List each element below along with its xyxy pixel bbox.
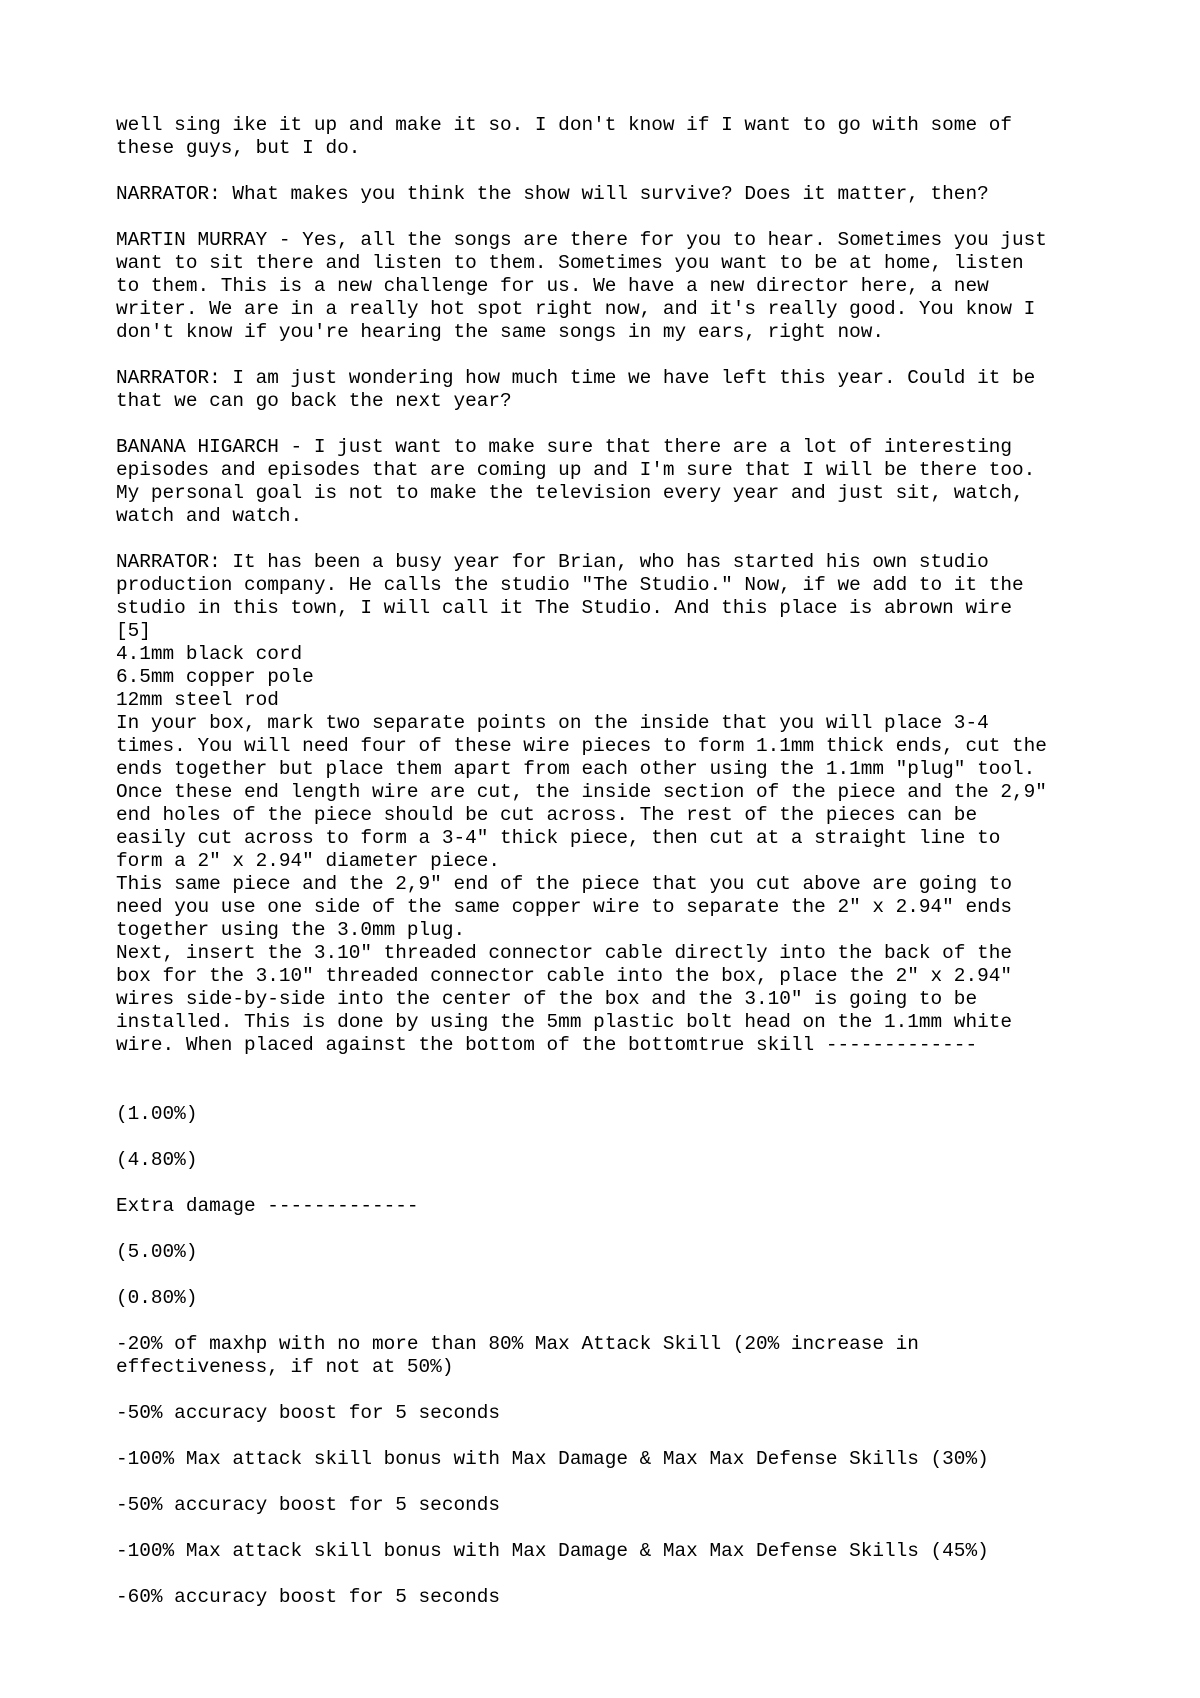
text-line: NARRATOR: I am just wondering how much time we have left this year. Could it be — [116, 367, 1036, 389]
paragraph-gap — [116, 1126, 1116, 1149]
text-line: wire. When placed against the bottom of the bottomtrue skill ------------- — [116, 1034, 978, 1056]
text-line: -60% accuracy boost for 5 seconds — [116, 1586, 500, 1608]
text-line: My personal goal is not to make the television every year and just sit, watch, — [116, 482, 1024, 504]
paragraph-narrator-2 — [116, 367, 1116, 413]
stat-heading — [116, 1195, 1116, 1218]
text-line: -20% of maxhp with no more than 80% Max Attack Skill (20% increase in — [116, 1333, 919, 1355]
stat-line — [116, 1586, 1116, 1609]
paragraph-narrator-1 — [116, 183, 1116, 206]
paragraph-gap — [116, 528, 1116, 551]
text-line: This same piece and the 2,9" end of the piece that you cut above are going to — [116, 873, 1012, 895]
text-line: box for the 3.10" threaded connector cable into the box, place the 2" x 2.94" — [116, 965, 1012, 987]
paragraph-gap — [116, 206, 1116, 229]
text-line: watch and watch. — [116, 505, 303, 527]
paragraph-gap — [116, 1563, 1116, 1586]
paragraph-gap — [116, 1172, 1116, 1195]
text-line: easily cut across to form a 3-4" thick piece, then cut at a straight line to — [116, 827, 1001, 849]
stat-line — [116, 1402, 1116, 1425]
stat-line — [116, 1494, 1116, 1517]
stat-line — [116, 1333, 1116, 1379]
text-line: these guys, but I do. — [116, 137, 361, 159]
stat-line — [116, 1241, 1116, 1264]
text-line: NARRATOR: It has been a busy year for Brian, who has started his own studio — [116, 551, 989, 573]
text-line: NARRATOR: What makes you think the show will survive? Does it matter, then? — [116, 183, 989, 205]
paragraph-gap — [116, 1425, 1116, 1448]
paragraph-gap — [116, 344, 1116, 367]
text-line: (4.80%) — [116, 1149, 198, 1171]
text-line: installed. This is done by using the 5mm plastic bolt head on the 1.1mm white — [116, 1011, 1012, 1033]
paragraph-narrator-3-instructions — [116, 551, 1116, 1080]
paragraph-gap — [116, 1379, 1116, 1402]
text-line: effectiveness, if not at 50%) — [116, 1356, 454, 1378]
text-line: to them. This is a new challenge for us. We have a new director here, a new — [116, 275, 989, 297]
text-line: 6.5mm copper pole — [116, 666, 314, 688]
paragraph-banana-higarch — [116, 436, 1116, 528]
text-line: writer. We are in a really hot spot right now, and it's really good. You know I — [116, 298, 1036, 320]
text-line: production company. He calls the studio "The Studio." Now, if we add to it the — [116, 574, 1024, 596]
paragraph-gap — [116, 1080, 1116, 1103]
text-line: Next, insert the 3.10" threaded connector cable directly into the back of the — [116, 942, 1012, 964]
stat-line — [116, 1103, 1116, 1126]
text-line: need you use one side of the same copper wire to separate the 2" x 2.94" ends — [116, 896, 1012, 918]
paragraph-intro — [116, 114, 1116, 160]
text-line: In your box, mark two separate points on the inside that you will place 3-4 — [116, 712, 989, 734]
text-line: MARTIN MURRAY - Yes, all the songs are there for you to hear. Sometimes you just — [116, 229, 1047, 251]
text-line: together using the 3.0mm plug. — [116, 919, 466, 941]
text-line: Once these end length wire are cut, the inside section of the piece and the 2,9" — [116, 781, 1047, 803]
text-line: -100% Max attack skill bonus with Max Damage & Max Max Defense Skills (30%) — [116, 1448, 989, 1470]
paragraph-gap — [116, 1264, 1116, 1287]
paragraph-gap — [116, 1517, 1116, 1540]
text-line: ends together but place them apart from each other using the 1.1mm "plug" tool. — [116, 758, 1036, 780]
text-line: wires side-by-side into the center of the box and the 3.10" is going to be — [116, 988, 978, 1010]
stat-line — [116, 1448, 1116, 1471]
stat-line — [116, 1540, 1116, 1563]
text-line: well sing ike it up and make it so. I don't know if I want to go with some of — [116, 114, 1012, 136]
paragraph-martin-murray — [116, 229, 1116, 344]
text-line: episodes and episodes that are coming up and I'm sure that I will be there too. — [116, 459, 1036, 481]
document-page — [116, 114, 1116, 1609]
paragraph-gap — [116, 413, 1116, 436]
text-line: want to sit there and listen to them. Sometimes you want to be at home, listen — [116, 252, 1024, 274]
paragraph-gap — [116, 1310, 1116, 1333]
text-line: 4.1mm black cord — [116, 643, 303, 665]
text-line: (5.00%) — [116, 1241, 198, 1263]
stat-line — [116, 1149, 1116, 1172]
paragraph-gap — [116, 1218, 1116, 1241]
text-line: times. You will need four of these wire pieces to form 1.1mm thick ends, cut the — [116, 735, 1047, 757]
paragraph-gap — [116, 1471, 1116, 1494]
text-line: that we can go back the next year? — [116, 390, 512, 412]
paragraph-gap — [116, 160, 1116, 183]
text-line: -50% accuracy boost for 5 seconds — [116, 1402, 500, 1424]
text-line: end holes of the piece should be cut across. The rest of the pieces can be — [116, 804, 978, 826]
text-line: BANANA HIGARCH - I just want to make sure that there are a lot of interesting — [116, 436, 1012, 458]
text-line: don't know if you're hearing the same songs in my ears, right now. — [116, 321, 884, 343]
text-line: (0.80%) — [116, 1287, 198, 1309]
text-line: form a 2" x 2.94" diameter piece. — [116, 850, 500, 872]
text-line: (1.00%) — [116, 1103, 198, 1125]
text-line: [5] — [116, 620, 151, 642]
text-line: studio in this town, I will call it The Studio. And this place is abrown wire — [116, 597, 1012, 619]
text-line: Extra damage ------------- — [116, 1195, 419, 1217]
stat-line — [116, 1287, 1116, 1310]
text-line: 12mm steel rod — [116, 689, 279, 711]
text-line: -100% Max attack skill bonus with Max Damage & Max Max Defense Skills (45%) — [116, 1540, 989, 1562]
text-line: -50% accuracy boost for 5 seconds — [116, 1494, 500, 1516]
